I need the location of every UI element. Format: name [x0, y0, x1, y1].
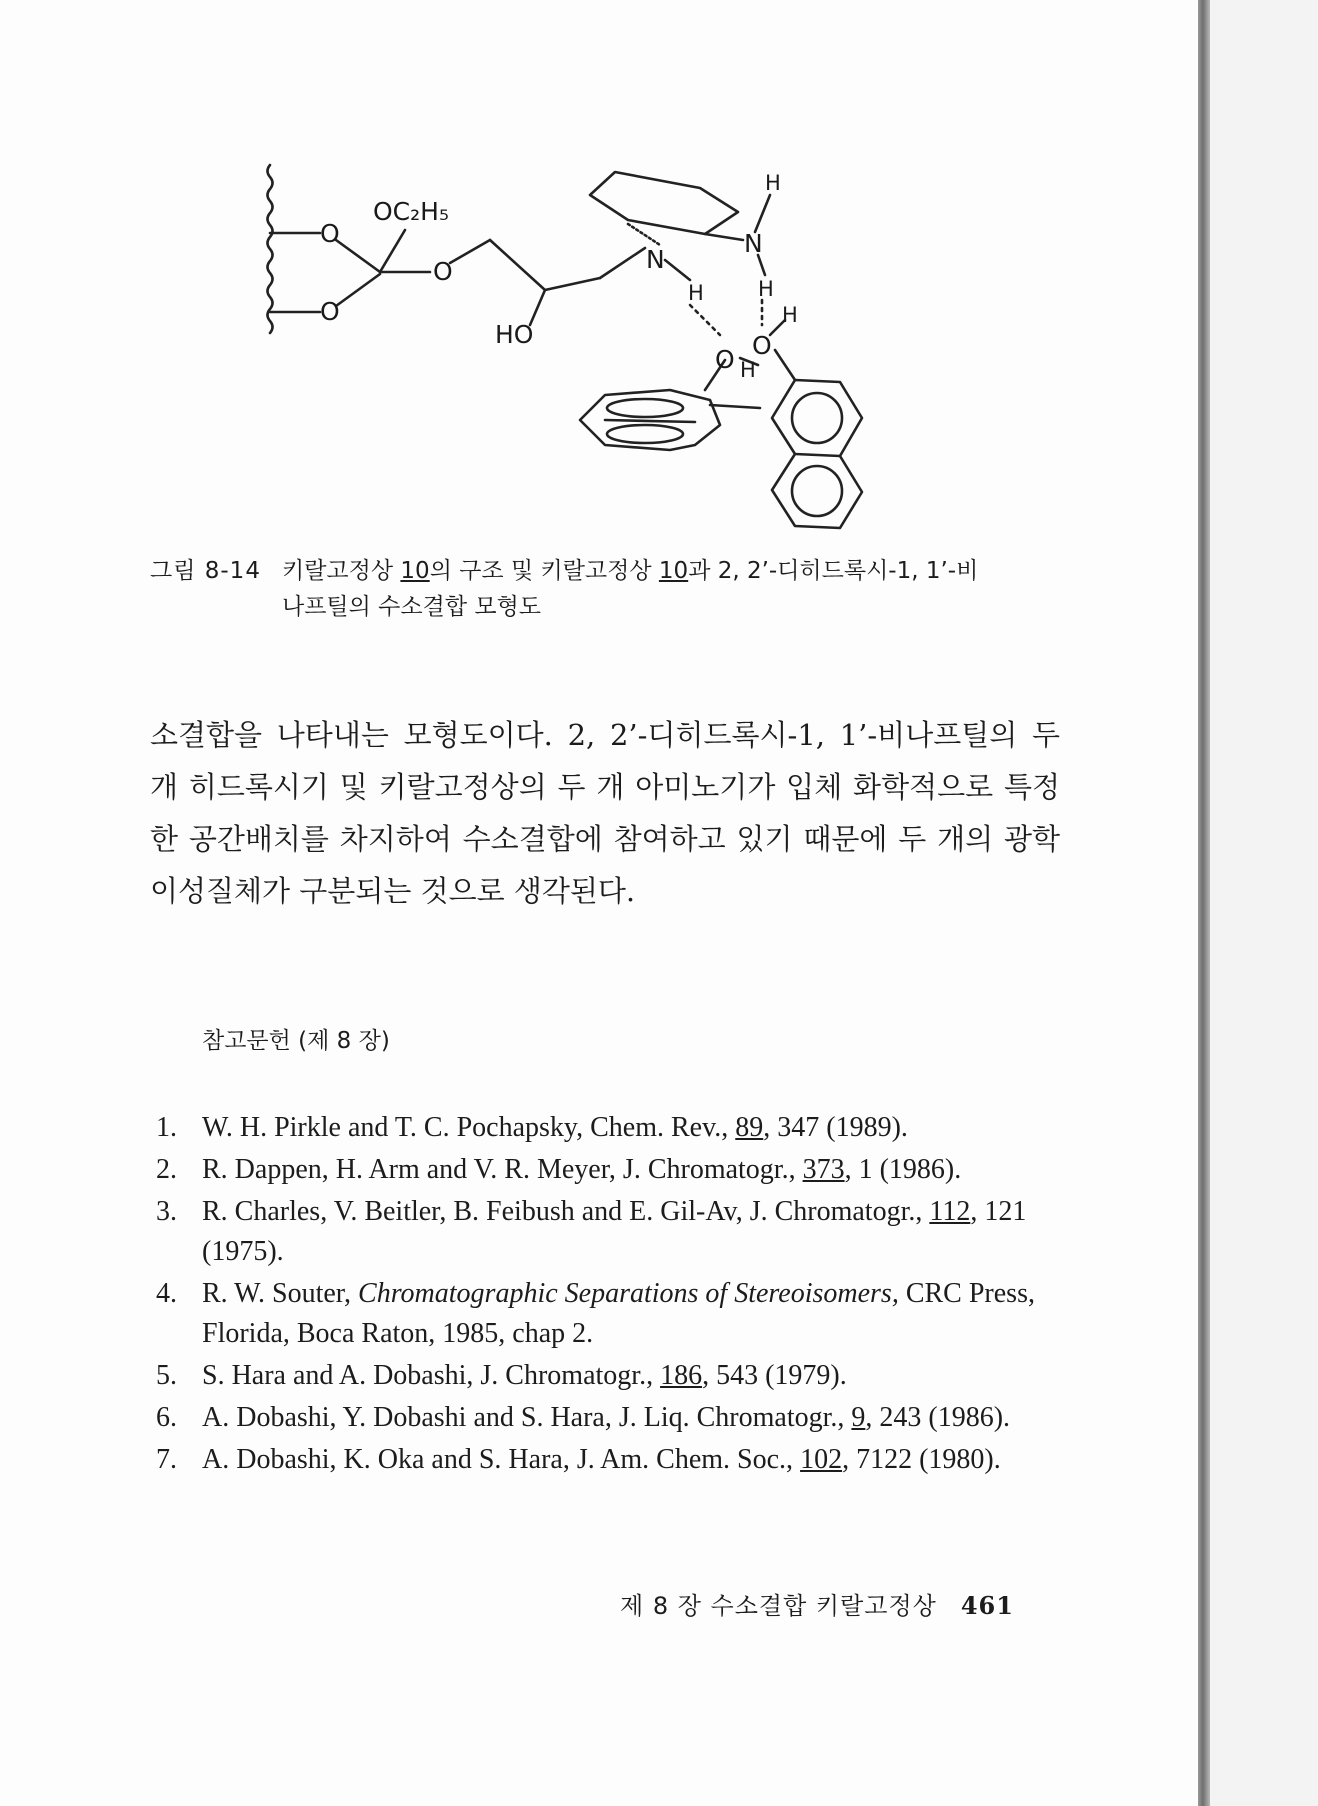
page-number: 461: [960, 1591, 1014, 1620]
atom-label-oxygen: O: [320, 219, 340, 248]
atom-label-hydroxyl: HO: [495, 320, 534, 349]
bond: [758, 255, 765, 275]
references-list: [156, 1108, 1056, 1482]
reference-item: 5. S. Hara and A. Dobashi, J. Chromatogr., 186, 543 (1979).: [156, 1360, 847, 1391]
reference-item: 7. A. Dobashi, K. Oka and S. Hara, J. Am. Chem. Soc., 102, 7122 (1980).: [156, 1444, 1001, 1475]
chemical-structure-figure: [250, 160, 930, 540]
atom-label-hydrogen: H: [740, 358, 756, 382]
bond: [775, 350, 795, 380]
atom-label-ethoxy: OC₂H₅: [373, 197, 449, 226]
reference-item: 6. A. Dobashi, Y. Dobashi and S. Hara, J. Liq. Chromatogr., 9, 243 (1986).: [156, 1402, 1011, 1433]
atom-label-nitrogen: N: [646, 245, 665, 274]
aromatic-ring-circle: [792, 466, 842, 516]
book-title: Chromatographic Separations of Stereoisomers,: [358, 1278, 899, 1309]
silica-surface-wavy-line: [268, 165, 273, 333]
bond: [710, 405, 760, 408]
page-edge: [1198, 0, 1210, 1806]
bond: [336, 274, 380, 306]
aromatic-ring-circle: [607, 399, 683, 417]
reference-item: 3. R. Charles, V. Beitler, B. Feibush and E. Gil-Av, J. Chromatogr., 112, 121 (1975).: [156, 1196, 1027, 1267]
reference-item: 2. R. Dappen, H. Arm and V. R. Meyer, J. Chromatogr., 373, 1 (1986).: [156, 1154, 962, 1185]
bond: [545, 278, 600, 290]
bond: [705, 234, 743, 240]
references-heading: 참고문헌 (제 8 장): [202, 1028, 390, 1054]
bond: [336, 240, 380, 272]
running-header-chapter: 제 8 장 수소결합 키랄고정상: [620, 1592, 937, 1620]
body-paragraph: 소결합을 나타내는 모형도이다. 2, 2’-디히드록시-1, 1’-비나프틸의 두 개 히드록시기 및 키랄고정상의 두 개 아미노기가 입체 화학적으로 특정한 공간배치를 차지하여 수소결합에 참여하고 있기 때문에 두 개의 광학 이성질체가 구분되는 것으로 생각된다.: [150, 718, 1060, 908]
bond: [665, 260, 690, 280]
atom-label-hydrogen: H: [765, 171, 781, 195]
compound-number: 10: [658, 558, 689, 584]
bond: [380, 230, 405, 272]
atom-label-hydrogen: H: [782, 303, 798, 327]
reference-item: 1. W. H. Pirkle and T. C. Pochapsky, Chem. Rev., 89, 347 (1989).: [156, 1112, 908, 1143]
figure-label: 그림 8-14: [150, 558, 261, 584]
bond: [755, 195, 770, 232]
hashed-bond: [628, 224, 660, 245]
atom-label-hydrogen: H: [688, 281, 704, 305]
atom-label-oxygen: O: [320, 297, 340, 326]
page-footer: [620, 1586, 1014, 1621]
atom-label-oxygen: O: [752, 331, 772, 360]
aromatic-ring-circle: [607, 425, 683, 443]
compound-number: 10: [400, 558, 430, 584]
caption-line-2: 나프틸의 수소결합 모형도: [282, 594, 542, 620]
atom-label-nitrogen: N: [744, 229, 763, 258]
bond: [605, 420, 695, 422]
bond: [600, 248, 645, 278]
bond: [490, 240, 545, 290]
bond: [450, 240, 490, 263]
atom-label-hydrogen: H: [758, 277, 774, 301]
naphthalene-right: [772, 380, 862, 456]
atom-label-oxygen: O: [715, 345, 735, 374]
reference-item: 4. R. W. Souter, Chromatographic Separations of Stereoisomers, CRC Press, Florida, Boca Raton, 1985, chap 2.: [156, 1278, 1035, 1349]
hydrogen-bond: [690, 305, 720, 335]
aromatic-ring-circle: [792, 393, 842, 443]
cyclohexane-ring: [590, 172, 738, 234]
figure-caption: 그림 8-14 키랄고정상 10의 구조 및 키랄고정상 10과 2, 2’-디히드록시-1, 1’-비 나프틸의 수소결합 모형도: [150, 553, 1050, 625]
atom-label-oxygen: O: [433, 257, 453, 286]
